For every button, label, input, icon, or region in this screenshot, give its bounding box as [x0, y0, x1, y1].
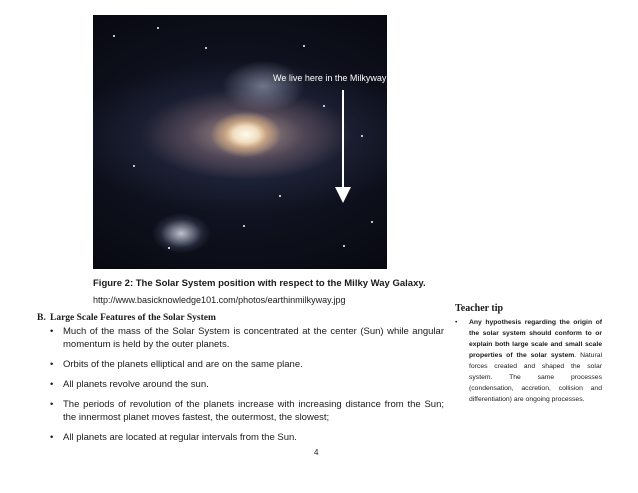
- teacher-tip-title: Teacher tip: [455, 303, 504, 314]
- figure-source-url: http://www.basicknowledge101.com/photos/earthinmilkyway.jpg: [93, 295, 346, 305]
- list-item: • All planets are located at regular intervals from the Sun.: [50, 431, 444, 444]
- list-item: • Orbits of the planets elliptical and are on the same plane.: [50, 358, 444, 371]
- page-number: 4: [314, 448, 319, 457]
- pointer-arrow: [342, 90, 344, 195]
- teacher-tip-text: [469, 317, 602, 405]
- galaxy-image: [93, 15, 387, 269]
- section-title: Large Scale Features of the Solar System: [50, 313, 216, 323]
- bullet-icon: •: [455, 319, 458, 326]
- figure-caption: Figure 2: The Solar System position with respect to the Milky Way Galaxy.: [93, 278, 426, 289]
- arrow-head-icon: [335, 187, 351, 203]
- list-item: • All planets revolve around the sun.: [50, 378, 444, 391]
- galaxy-image-label: We live here in the Milkyway: [273, 73, 387, 83]
- feature-list: [50, 325, 444, 451]
- teacher-tip-bold-text: Any hypothesis regarding the origin of the solar system should conform to or explain both large scale and small scale properties of the solar system: [469, 319, 602, 359]
- list-item: • Much of the mass of the Solar System is concentrated at the center (Sun) while angular momentum is held by the outer planets.: [50, 325, 444, 351]
- section-letter: B.: [37, 313, 46, 323]
- teacher-tip-body: [455, 317, 602, 405]
- list-item: • The periods of revolution of the planets increase with increasing distance from the Sun; the innermost planet moves fastest, the outermost, the slowest;: [50, 398, 444, 424]
- teacher-tip-plain-text: . Natural forces created and shaped the solar system. The same processes (condensation, accretion, collision and differentiation) are ongoing processes.: [469, 352, 602, 403]
